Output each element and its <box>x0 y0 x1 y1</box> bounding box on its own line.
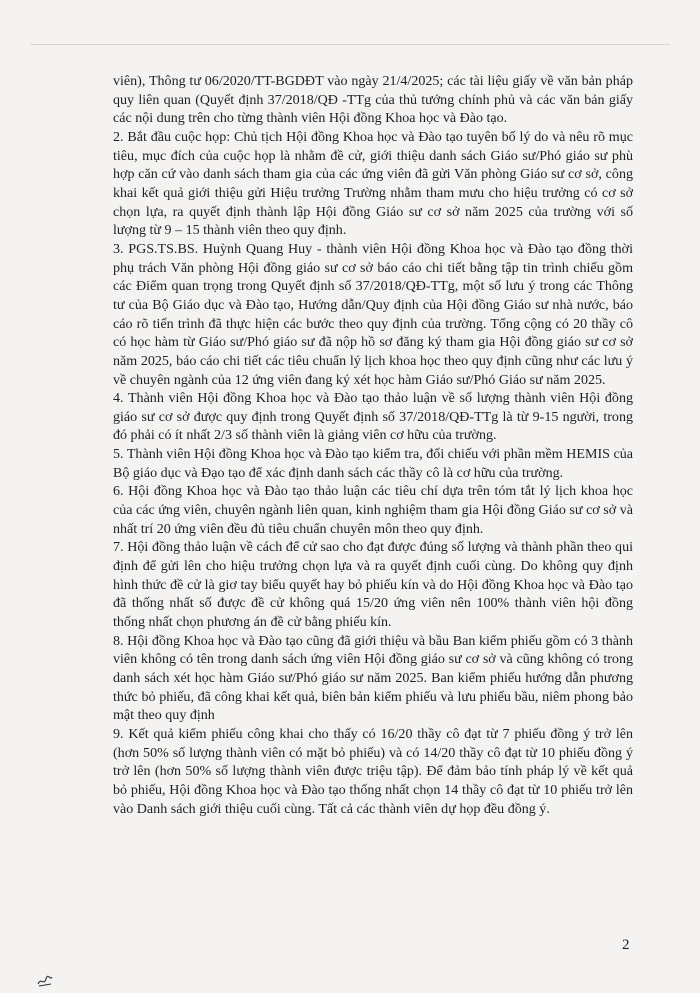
paragraph-continuation: viên), Thông tư 06/2020/TT-BGDĐT vào ngày 21/4/2025; các tài liệu giấy về văn bản pháp quy liên quan (Quyết định 37/2018/QĐ -TTg của thủ tướng chính phủ và các văn bản giấy các nội dung trên cho từng thành viên Hội đồng Khoa học và Đào tạo. <box>113 73 633 127</box>
paragraph-item-8: 8. Hội đồng Khoa học và Đào tạo cũng đã giới thiệu và bầu Ban kiểm phiếu gồm có 3 thành viên không có tên trong danh sách ứng viên Hội đồng giáo sư cơ sở và cũng không có trong danh sách xét học hàm Giáo sư/Phó giáo sư năm 2025. Ban kiểm phiếu hướng dẫn phương thức bỏ phiếu, đã công khai kết quả, biên bản kiểm phiếu và lưu phiếu bầu, niêm phong bảo mật theo quy định <box>113 632 633 724</box>
paragraph-item-4: 4. Thành viên Hội đồng Khoa học và Đào tạo thảo luận về số lượng thành viên Hội đồng giáo sư cơ sở được quy định trong Quyết định số 37/2018/QĐ-TTg là từ 9-15 người, trong đó phải có ít nhất 2/3 số thành viên là giảng viên cơ hữu của trường. <box>113 390 633 444</box>
paragraph-item-3: 3. PGS.TS.BS. Huỳnh Quang Huy - thành viên Hội đồng Khoa học và Đào tạo đồng thời phụ trách Văn phòng Hội đồng giáo sư cơ sở báo cáo chi tiết bằng tập tin trình chiếu gồm các Điểm quan trọng trong Quyết định số 37/2018/QĐ-TTg, một số lưu ý trong các Thông tư của Bộ Giáo dục và Đào tạo, Hướng dẫn/Quy định của Hội đồng Giáo sư nhà nước, báo cáo rõ tiến trình đã thực hiện các bước theo quy định của trường. Tổng cộng có 20 thầy cô có học hàm từ Giáo sư/Phó giáo sư đã nộp hồ sơ đăng ký tham gia Hội đồng giáo sư cơ sở năm 2025, báo cáo chi tiết các tiêu chuẩn lý lịch khoa học theo quy định cũng như các lưu ý về chuyên ngành của 12 ứng viên đang ký xét học hàm Giáo sư/Phó Giáo sư năm 2025. <box>113 240 633 388</box>
document-body <box>113 72 633 818</box>
paragraph-item-7: 7. Hội đồng thảo luận về cách để cử sao cho đạt được đúng số lượng và thành phần theo qui định để gửi lên cho hiệu trưởng chọn lựa và ra quyết định cuối cùng. Do không quy định hình thức đề cử là giơ tay biểu quyết hay bỏ phiếu kín và do Hội đồng Khoa học và Đào tạo đã thống nhất số được đề cử không quá 15/20 ứng viên nên 100% thành viên hội đồng thống nhất chọn phương án đề cử bằng phiếu kín. <box>113 539 633 631</box>
paragraph-item-2: 2. Bắt đầu cuộc họp: Chủ tịch Hội đồng Khoa học và Đào tạo tuyên bố lý do và nêu rõ mục tiêu, mục đích của cuộc họp là nhằm đề cử, giới thiệu danh sách Giáo sư/Phó giáo sư phù hợp căn cứ vào danh sách tham gia của các ứng viên đã gửi Văn phòng Giáo sư cơ sở, công khai kết quả giới thiệu gửi Hiệu trưởng Trường nhằm tham mưu cho hiệu trưởng có cơ sở chọn lựa, ra quyết định thành lập Hội đồng Giáo sư cơ sở năm 2025 của trường với số lượng từ 9 – 15 thành viên theo quy định. <box>113 128 633 239</box>
top-divider <box>30 44 670 45</box>
page-number: 2 <box>622 937 630 953</box>
paragraph-item-6: 6. Hội đồng Khoa học và Đào tạo thảo luận các tiêu chí dựa trên tóm tắt lý lịch khoa học của các ứng viên, chuyên ngành liên quan, kinh nghiệm tham gia Hội đồng Giáo sư cơ sở và nhất trí 20 ứng viên đều đủ tiêu chuẩn chuyên môn theo quy định. <box>113 483 633 537</box>
paragraph-item-5: 5. Thành viên Hội đồng Khoa học và Đào tạo kiểm tra, đối chiếu với phần mềm HEMIS của Bộ giáo dục và Đạo tạo để xác định danh sách các thầy cô là cơ hữu của trường. <box>113 446 633 481</box>
paragraph-item-9: 9. Kết quả kiểm phiếu công khai cho thấy có 16/20 thầy cô đạt từ 7 phiếu đồng ý trở lên (hơn 50% số lượng thành viên có mặt bỏ phiếu) và có 14/20 thầy cô đạt từ 10 phiếu đồng ý trở lên (hơn 50% số lượng thành viên được triệu tập). Để đảm bảo tính pháp lý về kết quả bỏ phiếu, Hội đồng Khoa học và Đào tạo thống nhất chọn 14 thầy cô đạt từ 10 phiếu trở lên vào Danh sách giới thiệu cuối cùng. Tất cả các thành viên dự họp đều đồng ý. <box>113 725 633 817</box>
handwritten-mark-icon <box>36 974 54 988</box>
